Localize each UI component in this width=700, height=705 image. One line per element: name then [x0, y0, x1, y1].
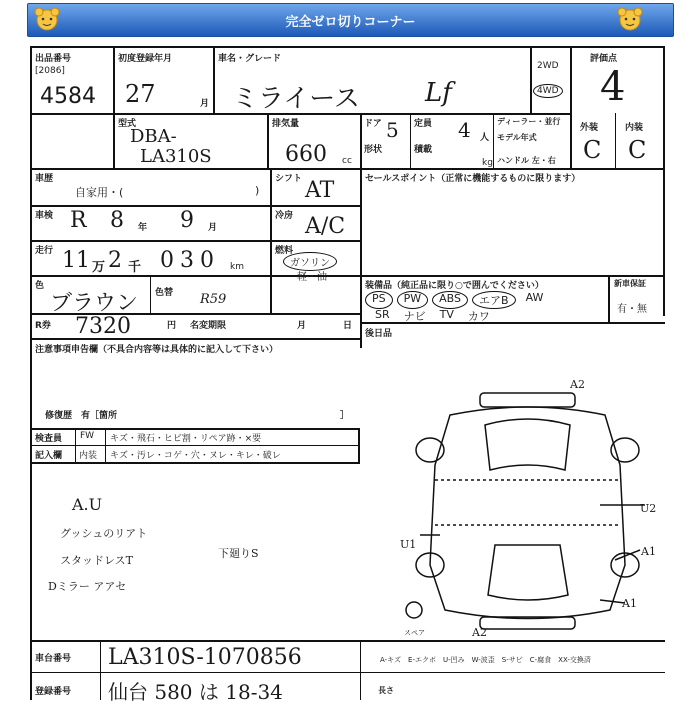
mark-u2: U2 [640, 502, 657, 515]
chassis-label: 車台番号 [35, 654, 72, 664]
equipment-sr: SR [375, 308, 390, 321]
color-value: ブラウン [50, 291, 139, 316]
day-label: 日 [343, 321, 353, 331]
equipment-leather: カワ [467, 310, 490, 323]
repair-label: 修復歴 有［箇所 [45, 411, 118, 421]
mark-a2-top: A2 [570, 378, 585, 391]
first-reg-label: 初度登録年月 [118, 54, 173, 64]
chassis-value: LA310S-1070856 [108, 645, 302, 670]
inspection-era: R [70, 208, 87, 233]
car-grade: Lf [425, 78, 452, 108]
equipment-pw: PW [397, 291, 429, 309]
mark-a2-bottom: A2 [472, 626, 487, 639]
int-label: 内装 [79, 451, 98, 461]
damage-diagram [400, 385, 660, 640]
vehicle-close: ) [255, 184, 260, 197]
exterior-grade: C [583, 136, 602, 164]
mileage-rest: 030 [160, 248, 220, 273]
kg-unit: kg [482, 158, 493, 168]
banner-title: 完全ゼロ切りコーナー [285, 15, 416, 30]
equipment-aw: AW [525, 291, 544, 304]
mileage-man: 11 [62, 248, 90, 273]
km-unit: km [230, 262, 244, 272]
capacity-value: 4 [458, 118, 471, 142]
aircon-label: 冷房 [275, 211, 294, 221]
first-reg-month-unit: 月 [200, 99, 210, 109]
name-label: 車名・グレード [218, 54, 282, 64]
equipment-tv: TV [439, 308, 454, 321]
load-label: 積載 [414, 145, 433, 155]
equipment-abs: ABS [432, 291, 468, 309]
notes-label: 注意事項申告欄（不具合内容等は具体的に記入して下さい） [35, 345, 279, 355]
first-reg-year: 27 [125, 80, 156, 108]
drive-4wd: 4WD [533, 84, 563, 98]
vehicle-label: 車歴 [35, 174, 54, 184]
vehicle-use: 自家用・( [75, 186, 124, 199]
entry-label: 記入欄 [35, 451, 63, 461]
displacement-label: 排気量 [272, 119, 300, 129]
mileage-label: 走行 [35, 246, 54, 256]
person-unit: 人 [480, 133, 490, 143]
lot-number: 4584 [40, 84, 96, 109]
mascot-left-icon [32, 6, 62, 32]
recycle-label: R券 [35, 321, 51, 331]
registration-value: 仙台 580 は 18-34 [108, 680, 283, 704]
inspection-month-unit: 月 [208, 223, 218, 233]
sales-label: セールスポイント（正常に機能するものに限ります） [365, 174, 581, 184]
model-2: LA310S [140, 146, 212, 167]
legend: A-キズ E-エクボ U-凹み W-波歪 S-サビ C-腐食 XX-交換済 [380, 656, 591, 664]
new-car-label: 新車保証 [614, 279, 646, 288]
shape-label: 形状 [364, 145, 383, 155]
lot-label: 出品番号 [35, 54, 72, 64]
model-1: DBA- [130, 126, 177, 147]
model-label: 型式 [118, 119, 137, 129]
equipment-airbag: エアB [472, 291, 516, 309]
fuel-gas: ガソリン [283, 252, 337, 271]
month-label: 月 [297, 321, 307, 331]
displacement-value: 660 [285, 142, 327, 167]
fuel-diesel: 軽・油 [297, 272, 327, 283]
shift-value: AT [305, 178, 335, 203]
fuel-label: 燃料 [275, 246, 294, 256]
inspection-year: 8 [110, 208, 124, 233]
mark-a1-bottom: A1 [622, 597, 637, 610]
mascot-right-icon [615, 6, 645, 32]
equipment-label: 装備品（純正品に限り○で囲んでください） [365, 281, 544, 291]
mileage-sen: 2 [108, 248, 122, 273]
score-label: 評価点 [590, 54, 618, 64]
rear-label: 後日品 [365, 329, 393, 339]
name-change-label: 名変期限 [190, 321, 227, 331]
registration-label: 登録番号 [35, 687, 72, 697]
remark-4: Dミラー アアセ [48, 580, 127, 593]
dealer-label: ディーラー・並行 [497, 117, 561, 126]
handle-label: ハンドル 左・右 [497, 156, 556, 165]
equipment-ps: PS [365, 291, 393, 309]
equipment-row-2 [375, 308, 605, 324]
inspection-month: 9 [180, 208, 194, 233]
interior-label: 内装 [625, 123, 644, 133]
sen-unit: 千 [128, 260, 142, 275]
color-code-label: 色替 [155, 288, 174, 298]
car-name: ミライース [232, 84, 360, 114]
color-label: 色 [35, 281, 45, 291]
color-code-value: R59 [200, 292, 227, 307]
remark-right: 下廻りS [218, 547, 259, 560]
capacity-label: 定員 [414, 119, 433, 129]
mark-a1-right: A1 [641, 545, 656, 558]
new-car-value: 有・無 [617, 304, 647, 315]
length-label: 長さ [378, 686, 394, 695]
drive-2wd: 2WD [537, 61, 559, 71]
remark-1: A.U [72, 495, 103, 514]
equipment-navi: ナビ [403, 310, 426, 323]
aircon-value: A/C [305, 214, 346, 239]
exterior-label: 外装 [580, 123, 599, 133]
recycle-amount: 7320 [75, 314, 131, 339]
equipment-row-1 [365, 291, 605, 309]
inspection-label: 車検 [35, 211, 54, 221]
fw-label: FW [80, 431, 95, 441]
doors-label: ドア [364, 119, 382, 129]
year-unit: 年 [138, 223, 148, 233]
fw-text: キズ・飛石・ヒビ割・リペア跡・×要 [110, 434, 262, 444]
int-text: キズ・汚レ・コゲ・穴・ヌレ・キレ・破レ [110, 451, 281, 461]
cc-unit: cc [342, 156, 352, 166]
model-year-label: モデル年式 [497, 133, 537, 142]
diagram-spare: スペア [404, 629, 425, 637]
doors-value: 5 [386, 118, 399, 142]
remark-3: スタッドレスT [60, 554, 134, 567]
repair-close: ］ [340, 411, 350, 421]
score-value: 4 [600, 64, 626, 110]
man-unit: 万 [92, 260, 106, 275]
shift-label: シフト [275, 174, 303, 184]
inspector-label: 検査員 [35, 434, 63, 444]
header-banner [27, 3, 674, 37]
remark-2: グッシュのリアト [60, 527, 148, 540]
interior-grade: C [628, 136, 647, 164]
lot-sub: [2086] [35, 66, 65, 76]
yen-unit: 円 [167, 321, 177, 331]
mark-u1: U1 [400, 538, 417, 551]
